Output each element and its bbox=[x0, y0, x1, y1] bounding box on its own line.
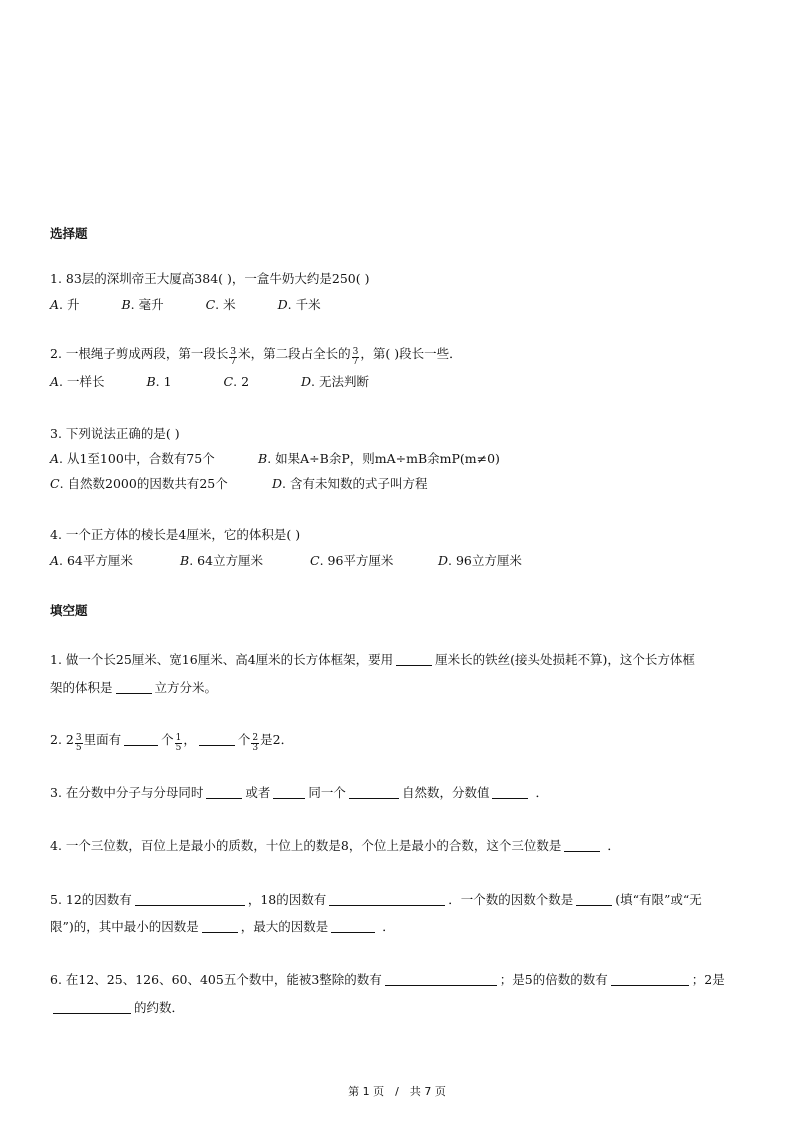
page-footer: 第 1 页 / 共 7 页 bbox=[348, 1085, 446, 1098]
option-d: D. 千米 bbox=[277, 297, 321, 312]
question-4-option-a: A. 64平方厘米 bbox=[50, 553, 133, 568]
fraction-2-3: $\frac{2}{3}$ bbox=[252, 733, 259, 753]
answer-blank[interactable] bbox=[206, 786, 242, 799]
answer-blank[interactable] bbox=[576, 893, 612, 906]
answer-blank[interactable] bbox=[53, 1001, 131, 1014]
fill-6-line-1: 6. 在12、25、126、60、405五个数中，能被3整除的数有 ；是5的倍数的数有 ；2是 bbox=[50, 972, 725, 987]
section-title-choice: 选择题 bbox=[50, 226, 88, 241]
option-a: A. 一样长 bbox=[50, 374, 105, 389]
answer-blank[interactable] bbox=[199, 733, 235, 746]
question-3-option-d: D. 含有未知数的式子叫方程 bbox=[272, 476, 428, 491]
fill-5-line-1: 5. 12的因数有 ，18的因数有 ．一个数的因数个数是 (填“有限”或“无 bbox=[50, 892, 702, 907]
question-4-option-b: B. 64立方厘米 bbox=[180, 553, 264, 568]
fill-4: 4. 一个三位数，百位上是最小的质数，十位上的数是8，个位上是最小的合数，这个三位数是 ． bbox=[50, 838, 620, 853]
fraction-3-7: $\frac{3}{7}$ bbox=[230, 347, 237, 367]
fill-1-line-2: 架的体积是 立方分米。 bbox=[50, 680, 218, 695]
question-2-stem: 2. 一根绳子剪成两段，第一段长 $\frac{3}{7}$ 米，第二段占全长的 $\frac{3}{7}$ ，第( )段长一些． bbox=[50, 346, 462, 367]
question-3-option-c: C. 自然数2000的因数共有25个 bbox=[50, 476, 228, 491]
fill-5-line-2: 限”)的，其中最小的因数是 ，最大的因数是 ． bbox=[50, 919, 395, 934]
option-d: D. 无法判断 bbox=[301, 374, 369, 389]
question-4-option-d: D. 96立方厘米 bbox=[438, 553, 522, 568]
answer-blank[interactable] bbox=[564, 839, 600, 852]
question-4-stem: 4. 一个正方体的棱长是4厘米，它的体积是( ) bbox=[50, 527, 301, 542]
answer-blank[interactable] bbox=[492, 786, 528, 799]
fill-2: 2. 2 $\frac{3}{5}$ 里面有 个 $\frac{1}{5}$ ， 个 $\frac{2}{3}$ 是2． bbox=[50, 732, 294, 753]
answer-blank[interactable] bbox=[124, 733, 158, 746]
answer-blank[interactable] bbox=[329, 893, 445, 906]
question-2-options bbox=[50, 372, 369, 390]
answer-blank[interactable] bbox=[116, 681, 152, 694]
option-c: C. 米 bbox=[205, 297, 236, 312]
question-1-stem: 1. 83层的深圳帝王大厦高384( )，一盒牛奶大约是250( ) bbox=[50, 271, 370, 286]
option-b: B. 1 bbox=[146, 374, 172, 389]
answer-blank[interactable] bbox=[273, 786, 305, 799]
fill-6-line-2: 的约数． bbox=[50, 998, 184, 1016]
question-1-options bbox=[50, 295, 321, 313]
fill-1-line-1: 1. 做一个长25厘米、宽16厘米、高4厘米的长方体框架，要用 厘米长的铁丝(接头处损耗不算)，这个长方体框 bbox=[50, 652, 695, 667]
question-4-option-c: C. 96平方厘米 bbox=[310, 553, 394, 568]
fill-3: 3. 在分数中分子与分母同时 或者 同一个 自然数，分数值 ． bbox=[50, 785, 548, 800]
fraction-3-7-b: $\frac{3}{7}$ bbox=[352, 347, 359, 367]
section-title-fill: 填空题 bbox=[50, 603, 88, 618]
option-c: C. 2 bbox=[223, 374, 250, 389]
question-3-stem: 3. 下列说法正确的是( ) bbox=[50, 426, 180, 441]
answer-blank[interactable] bbox=[611, 973, 689, 986]
fraction-3-5: $\frac{3}{5}$ bbox=[75, 733, 82, 753]
answer-blank[interactable] bbox=[331, 920, 375, 933]
question-3-option-a: A. 从1至100中，合数有75个 bbox=[50, 451, 215, 466]
option-b: B. 毫升 bbox=[121, 297, 164, 312]
question-3-option-b: B. 如果A÷B余P，则mA÷mB余mP(m≠0) bbox=[258, 451, 500, 466]
option-a: A. 升 bbox=[50, 297, 80, 312]
answer-blank[interactable] bbox=[385, 973, 497, 986]
answer-blank[interactable] bbox=[202, 920, 238, 933]
fraction-1-5: $\frac{1}{5}$ bbox=[175, 733, 182, 753]
answer-blank[interactable] bbox=[349, 786, 399, 799]
answer-blank[interactable] bbox=[135, 893, 245, 906]
answer-blank[interactable] bbox=[396, 653, 432, 666]
